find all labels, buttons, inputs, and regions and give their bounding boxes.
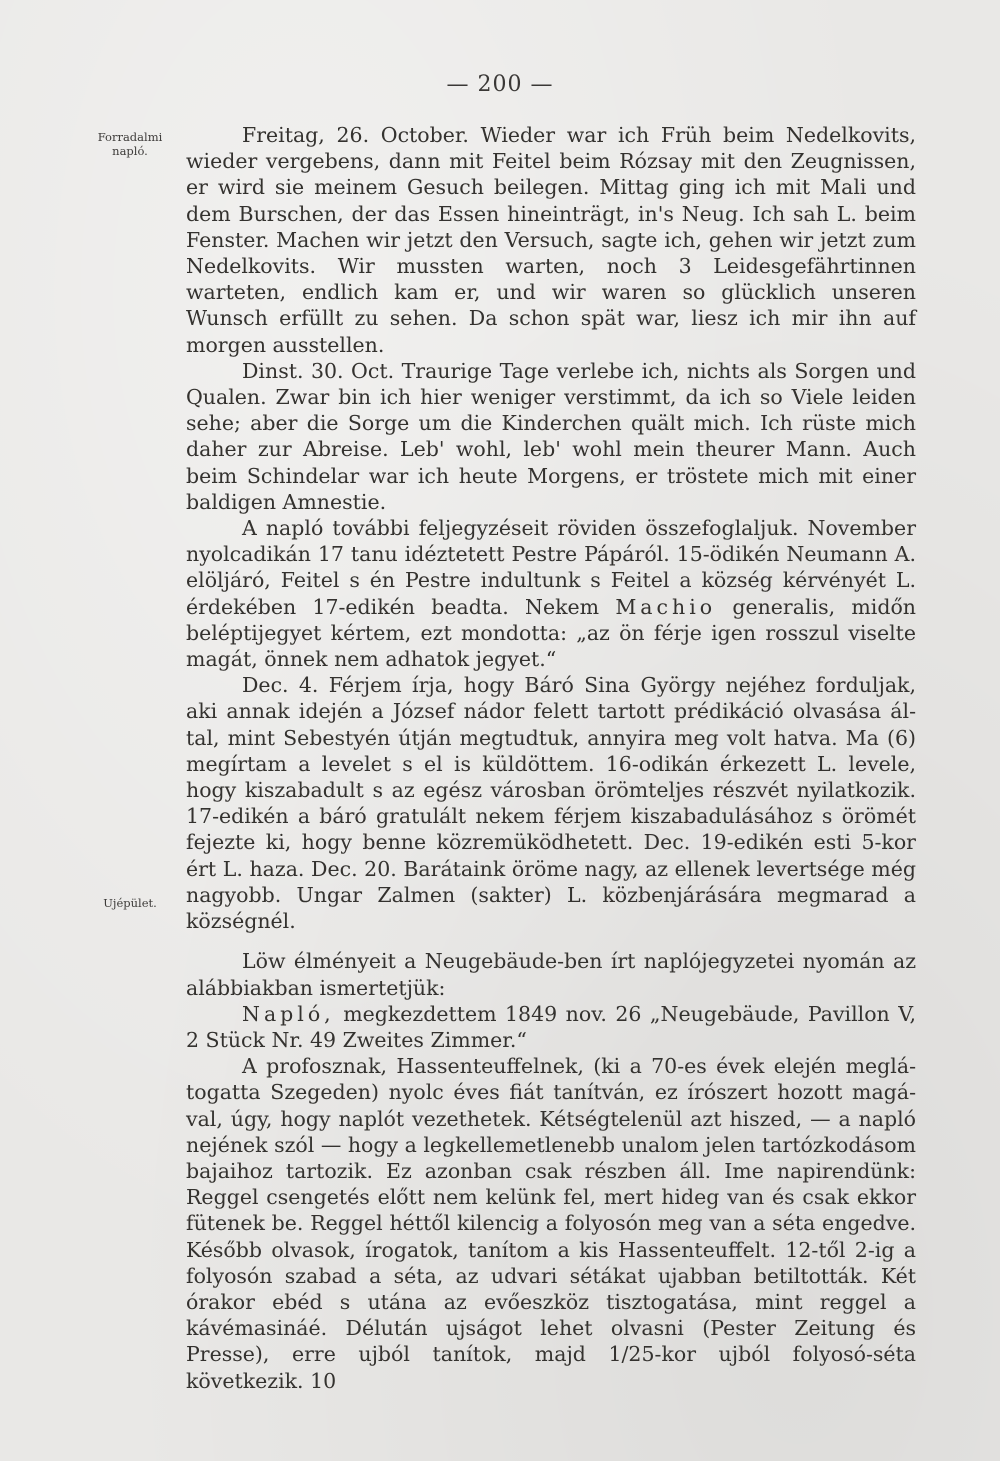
paragraph-text: megkezdettem 1849 nov. 26 „Neugebäude, Pavillon V, 2 Stück Nr. 49 Zweites Zimmer.“ — [186, 1001, 916, 1052]
spaced-word-naplo: Napló, — [242, 1001, 335, 1026]
paragraph-low-intro: Löw élményeit a Neugebäude-ben írt naplójegyzetei nyomán az alábbiakban ismertetjük: — [186, 949, 916, 1000]
paragraph-naplo-summary — [186, 515, 916, 672]
margin-note-ujepulet — [80, 896, 180, 910]
margin-note-line: Ujépület. — [103, 896, 157, 910]
paragraph-dec4: Dec. 4. Férjem írja, hogy Báró Sina György nejéhez forduljak, aki annak idején a József nádor felett tartott prédikáció olvasása által, mint Sebestyén útján megtudtuk, annyira meg volt hatva. Ma (6) megírtam a levelet s el is küldöttem. 16-odikán érkezett L. levele, hogy kiszabadult s az egész városban örömteljes részvét nyilatkozik. 17-edikén a báró gratulált nekem férjem kiszabadulásához s örömét fejezte ki, hogy benne közremüködhetett. Dec. 19-edikén esti 5-kor ért L. haza. Dec. 20. Barátaink öröme nagy, az ellenek levertsége még nagyobb. Ungar Zalmen (sakter) L. közbenjárására megmarad a községnél. — [186, 673, 916, 934]
paragraph-naplo-start — [186, 1001, 916, 1053]
margin-note-forradalmi-naplo — [80, 130, 180, 158]
paragraph-text: A napló további feljegyzéseit röviden összefoglaljuk. November nyolcadikán 17 tanu idéztetett Pestre Pápáról. 15-ödikén Neumann A. elöljáró, Feitel s én Pestre indultunk s Feitel a község kérvényét L. érdekében 17-edikén beadta. Nekem — [186, 516, 916, 619]
body-text — [186, 122, 916, 1394]
spaced-name-machio: Machio — [615, 594, 717, 619]
paragraph-profosz: A profosznak, Hassenteuffelnek, (ki a 70-es évek elején meglátogatta Szegeden) nyolc éves fiát tanítván, ez írószert hozott magával, úgy, hogy naplót vezethetek. Kétségtelenül azt hiszed, — a napló nejének szól — hogy a legkellemetlenebb unalom jelen tartózkodásom bajaihoz tartozik. Ez azonban csak részben áll. Ime napirendünk: Reggel csengetés előtt nem kelünk fel, mert hideg van és csak ekkor fütenek be. Reggel héttől kilencig a folyosón meg van a séta engedve. Később olvasok, írogatok, tanítom a kis Hassenteuffelt. 12-től 2-ig a folyosón szabad a séta, az udvari sétákat ujabban betiltották. Két órakor ebéd s utána az evőeszköz tisztogatása, mint reggel a kávémasináé. Délután ujságot lehet olvasni (Pester Zeitung és Presse), erre ujból tanítok, majd 1/25-kor ujból folyosó-séta következik. 10 — [186, 1054, 916, 1393]
paragraph-freitag: Freitag, 26. October. Wieder war ich Früh beim Nedelkovits, wieder vergebens, dann mit Feitel beim Rózsay mit den Zeugnissen, er wird sie meinem Gesuch beilegen. Mittag ging ich mit Mali und dem Burschen, der das Essen hineinträgt, in's Neug. Ich sah L. beim Fenster. Machen wir jetzt den Versuch, sagte ich, gehen wir jetzt zum Nedelkovits. Wir mussten warten, noch 3 Leidesgefährtinnen warteten, endlich kam er, und wir waren so glücklich unseren Wunsch erfüllt zu sehen. Da schon spät war, liesz ich mir ihn auf morgen ausstellen. — [186, 123, 916, 357]
paragraph-text: generalis, midőn beléptijegyet kértem, ezt mondotta: „az ön férje igen rosszul viselte magát, önnek nem adhatok jegyet.“ — [186, 594, 916, 672]
paragraph-dinst: Dinst. 30. Oct. Traurige Tage verlebe ich, nichts als Sorgen und Qualen. Zwar bin ich hier weniger verstimmt, da ich so Viele leiden sehe; aber die Sorge um die Kinderchen quält mich. Ich rüste mich daher zur Abreise. Leb' wohl, leb' wohl mein theurer Mann. Auch beim Schindelar war ich heute Morgens, er tröstete mich mit einer baldigen Amnestie. — [186, 358, 916, 514]
margin-note-line: napló. — [112, 144, 148, 158]
page-number: — 200 — — [446, 72, 554, 97]
margin-note-line: Forradalmi — [97, 130, 163, 144]
